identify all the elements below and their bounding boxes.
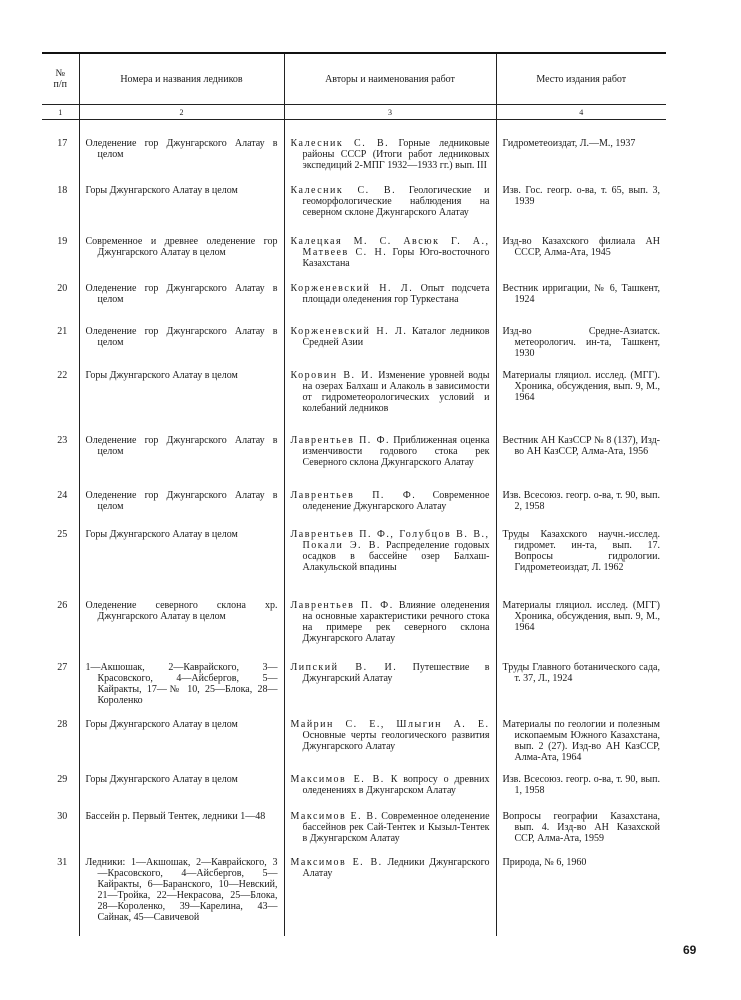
author-work-text	[291, 600, 490, 644]
column-number-row	[42, 105, 666, 120]
author-work	[284, 479, 496, 518]
publication-text: Материалы по геологии и полезным ископаемым Южного Казахстана, вып. 2 (27). Изд-во АН КазССР, Алма-Ата, 1964	[502, 718, 660, 763]
glacier-text: Оледенение гор Джунгарского Алатау в целом	[85, 325, 278, 348]
header-glaciers: Номера и названия ледников	[79, 53, 284, 105]
row-number: 27	[57, 661, 68, 673]
author-name: Калецкая М. С. Авсюк Г. А., Матвеев С. Н.	[290, 235, 490, 258]
author-work	[284, 800, 496, 846]
publication-text: Гидрометеоиздат, Л.—М., 1937	[502, 138, 636, 149]
work-title: Приближенная оценка изменчивости годового стока рек Северного склона Джунгарского Алатау	[302, 434, 490, 468]
work-title: Современное оледенение Джунгарского Алатау	[302, 489, 490, 512]
colnum-1: 1	[42, 105, 79, 120]
author-name: Коровин В. И.	[290, 369, 374, 381]
header-num: № п/п	[42, 53, 79, 105]
work-title: Изменение уровней воды на озерах Балхаш и Алаколь в зависимости от гидрометеорологических условий и колебаний ледников	[302, 369, 490, 414]
publication-text: Изв. Всесоюз. геогр. о-ва, т. 90, вып. 2, 1958	[502, 489, 660, 512]
work-title: Влияние оледенения на основные характеристики речного стока на примере рек северного склона Джунгарского Алатау	[302, 599, 490, 644]
publication-text: Изд-во Средне-Азиатск. метеорологич. ин-та, Ташкент, 1930	[502, 325, 660, 359]
row-number: 28	[57, 718, 68, 730]
row-number: 25	[57, 528, 68, 540]
author-work	[284, 589, 496, 651]
author-work	[284, 174, 496, 225]
work-title: Опыт подсчета площади оледенения гор Туркестана	[302, 282, 490, 305]
table-row	[42, 174, 666, 225]
header-place: Место издания работ	[496, 53, 666, 105]
author-name: Калесник С. В.	[290, 184, 397, 196]
colnum-4: 4	[496, 105, 666, 120]
glacier-name	[79, 846, 284, 936]
publication-place	[496, 272, 666, 315]
author-work-text	[291, 138, 490, 171]
author-work-text	[291, 435, 490, 468]
author-work-text	[291, 283, 490, 305]
glacier-name	[79, 763, 284, 800]
author-work-text	[291, 370, 490, 414]
work-title: Горы Юго-восточного Казахстана	[302, 246, 490, 269]
glacier-name	[79, 708, 284, 763]
glacier-text: Современное и древнее оледенение гор Джунгарского Алатау в целом	[85, 235, 278, 258]
colnum-2: 2	[79, 105, 284, 120]
author-work	[284, 315, 496, 359]
page-number: 69	[683, 943, 697, 957]
publication-place	[496, 315, 666, 359]
glacier-text: Горы Джунгарского Алатау в целом	[85, 528, 238, 540]
publication-text: Изв. Всесоюз. геогр. о-ва, т. 90, вып. 1, 1958	[502, 773, 660, 796]
author-name: Лаврентьев П. Ф.	[290, 489, 417, 501]
author-work	[284, 120, 496, 174]
glacier-name	[79, 359, 284, 424]
work-title: Геологические и геоморфологические наблюдения на северном склоне Джунгарского Алатау	[302, 184, 490, 218]
glacier-name	[79, 800, 284, 846]
glacier-name	[79, 272, 284, 315]
glacier-name	[79, 315, 284, 359]
publication-text: Вестник АН КазССР № 8 (137), Изд-во АН КазССР, Алма-Ата, 1956	[502, 434, 660, 457]
publication-place	[496, 589, 666, 651]
work-title: Современное оледенение бассейнов рек Сай-Тентек и Кызыл-Тентек в Джунгарском Алатау	[302, 810, 490, 844]
publication-text: Изв. Гос. геогр. о-ва, т. 65, вып. 3, 1939	[502, 184, 660, 207]
glacier-name	[79, 651, 284, 708]
row-number: 24	[57, 489, 68, 501]
table-row	[42, 479, 666, 518]
row-number: 22	[57, 369, 68, 381]
table-row	[42, 651, 666, 708]
table-header-row	[42, 53, 666, 105]
table-row	[42, 424, 666, 479]
work-title: Основные черты геологического развития Джунгарского Алатау	[302, 729, 490, 752]
author-name: Лаврентьев П. Ф., Голубцов В. В., Покали Э. В.	[290, 528, 490, 551]
glacier-name	[79, 518, 284, 589]
author-name: Липский В. И.	[290, 661, 398, 673]
colnum-3: 3	[284, 105, 496, 120]
publication-text: Изд-во Казахского филиала АН СССР, Алма-Ата, 1945	[502, 235, 660, 258]
glacier-text: Горы Джунгарского Алатау в целом	[85, 773, 238, 785]
row-number: 30	[57, 810, 68, 822]
table-row	[42, 589, 666, 651]
author-work	[284, 272, 496, 315]
author-name: Калесник С. В.	[290, 138, 390, 149]
publication-text: Труды Казахского научн.-исслед. гидромет. ин-та, вып. 17. Вопросы гидрологии. Гидрометеоиздат, Л. 1962	[502, 528, 660, 573]
publication-text: Материалы гляциол. исслед. (МГГ) Хроника, обсуждения, вып. 9, М., 1964	[502, 599, 660, 633]
author-work-text	[291, 490, 490, 512]
author-work	[284, 763, 496, 800]
glacier-text: Ледники: 1—Акшошак, 2—Каврайского, 3—Красовского, 4—Айсбергов, 5—Кайракты, 6—Баранского, 10—Невский, 21—Тройка, 22—Некрасова, 25—Блока, 28—Короленко, 39—Карелина, 43—Сайнак, 45—Савичевой	[85, 856, 278, 923]
author-work	[284, 518, 496, 589]
publication-text: Материалы гляциол. исслед. (МГГ). Хроника, обсуждения, вып. 9, М., 1964	[502, 369, 660, 403]
author-name: Майрин С. Е., Шлыгин А. Е.	[290, 718, 490, 730]
author-work	[284, 225, 496, 272]
author-name: Корженевский Н. Л.	[290, 325, 408, 337]
glacier-text: Оледенение гор Джунгарского Алатау в целом	[85, 138, 278, 160]
row-number: 31	[57, 856, 68, 868]
work-title: Горные ледниковые районы СССР (Итоги работ ледниковых экспедиций 2-МПГ 1932—1933 гг.) вып. III	[302, 138, 490, 171]
table-row	[42, 315, 666, 359]
glacier-text: Оледенение гор Джунгарского Алатау в целом	[85, 489, 278, 512]
author-work-text	[291, 529, 490, 573]
glacier-name	[79, 120, 284, 174]
work-title: Путешествие в Джунгарский Алатау	[302, 661, 490, 684]
author-name: Максимов Е. В.	[290, 856, 383, 868]
author-work-text	[291, 185, 490, 218]
author-name: Корженевский Н. Л.	[290, 282, 414, 294]
glacier-text: Оледенение северного склона хр. Джунгарского Алатау в целом	[85, 599, 278, 622]
publication-text: Природа, № 6, 1960	[502, 856, 587, 868]
row-number: 26	[57, 599, 68, 611]
author-name: Максимов Е. В.	[290, 810, 379, 822]
author-work-text	[291, 236, 490, 269]
row-number: 29	[57, 773, 68, 785]
header-authors: Авторы и наименования работ	[284, 53, 496, 105]
table-row	[42, 846, 666, 936]
author-name: Максимов Е. В.	[290, 773, 385, 785]
glacier-name	[79, 174, 284, 225]
publication-text: Труды Главного ботанического сада, т. 37, Л., 1924	[502, 661, 660, 684]
publication-place	[496, 174, 666, 225]
author-work-text	[291, 811, 490, 844]
row-number: 17	[57, 138, 68, 149]
publication-place	[496, 651, 666, 708]
author-work	[284, 359, 496, 424]
table-row	[42, 800, 666, 846]
work-title: Распределение годовых осадков в бассейне озер Балхаш-Алакульской впадины	[302, 539, 490, 573]
author-name: Лаврентьев П. Ф.	[290, 434, 390, 446]
row-number: 21	[57, 325, 68, 337]
publication-place	[496, 763, 666, 800]
publication-place	[496, 225, 666, 272]
author-work	[284, 651, 496, 708]
publication-place	[496, 708, 666, 763]
publication-place	[496, 424, 666, 479]
publication-place	[496, 359, 666, 424]
table-row	[42, 272, 666, 315]
publication-place	[496, 479, 666, 518]
author-work-text	[291, 857, 490, 879]
publication-place	[496, 846, 666, 936]
author-work-text	[291, 326, 490, 348]
glacier-name	[79, 479, 284, 518]
glacier-text: Горы Джунгарского Алатау в целом	[85, 184, 238, 196]
glacier-text: Оледенение гор Джунгарского Алатау в целом	[85, 282, 278, 305]
glacier-name	[79, 589, 284, 651]
table-row	[42, 359, 666, 424]
bibliography-table	[42, 52, 666, 936]
author-work-text	[291, 774, 490, 796]
author-work-text	[291, 662, 490, 684]
table-row	[42, 518, 666, 589]
glacier-name	[79, 424, 284, 479]
glacier-name	[79, 225, 284, 272]
row-number: 19	[57, 235, 68, 247]
glacier-text: 1—Акшошак, 2—Каврайского, 3—Красовского, 4—Айсбергов, 5—Кайракты, 17—№ 10, 25—Блока, 28—Короленко	[85, 661, 278, 706]
author-name: Лаврентьев П. Ф.	[290, 599, 394, 611]
table-row	[42, 708, 666, 763]
author-work-text	[291, 719, 490, 752]
work-title: Ледники Джунгарского Алатау	[302, 856, 490, 879]
glacier-text: Бассейн р. Первый Тентек, ледники 1—48	[85, 810, 266, 822]
table-row	[42, 225, 666, 272]
publication-text: Вестник ирригации, № 6, Ташкент, 1924	[502, 282, 660, 305]
publication-place	[496, 518, 666, 589]
work-title: К вопросу о древних оледенениях в Джунгарском Алатау	[302, 773, 490, 796]
row-number: 20	[57, 282, 68, 294]
publication-place	[496, 120, 666, 174]
row-number: 23	[57, 434, 68, 446]
glacier-text: Горы Джунгарского Алатау в целом	[85, 369, 238, 381]
glacier-text: Оледенение гор Джунгарского Алатау в целом	[85, 434, 278, 457]
publication-text: Вопросы географии Казахстана, вып. 4. Изд-во АН Казахской ССР, Алма-Ата, 1959	[502, 810, 660, 844]
author-work	[284, 424, 496, 479]
table-row	[42, 120, 666, 174]
row-number: 18	[57, 184, 68, 196]
table-row	[42, 763, 666, 800]
work-title: Каталог ледников Средней Азии	[302, 325, 490, 348]
glacier-text: Горы Джунгарского Алатау в целом	[85, 718, 238, 730]
publication-place	[496, 800, 666, 846]
author-work	[284, 846, 496, 936]
author-work	[284, 708, 496, 763]
